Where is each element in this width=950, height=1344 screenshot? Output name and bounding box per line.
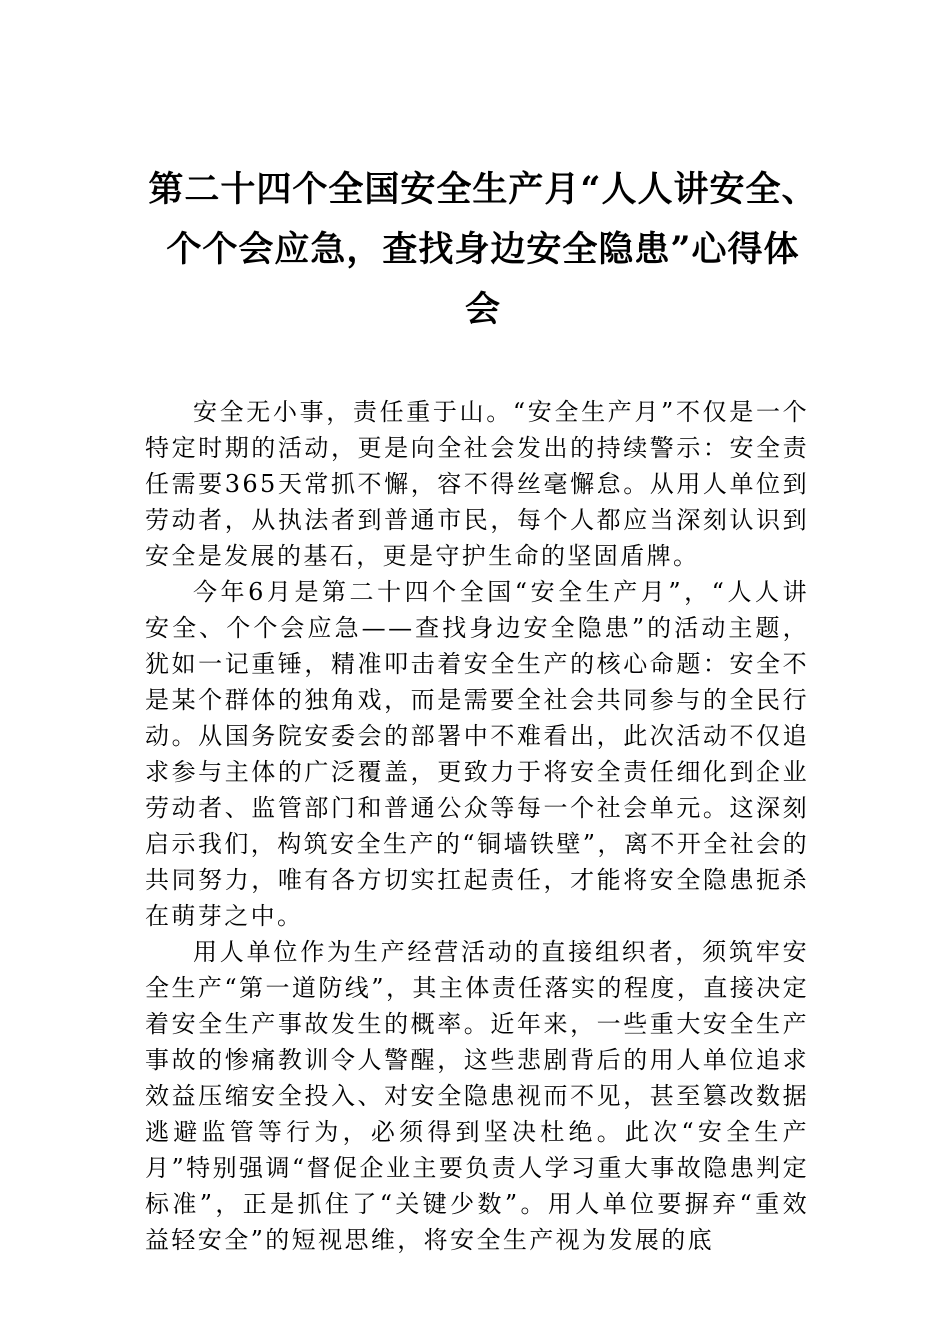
paragraph-2: 今年6月是第二十四个全国“安全生产月”，“人人讲安全、个个会应急——查找身边安全隐患”的活动主题，犹如一记重锤，精准叩击着安全生产的核心命题：安全不是某个群体的独角戏，而是需要全社会共同参与的全民行动。从国务院安委会的部署中不难看出，此次活动不仅追求参与主体的广泛覆盖，更致力于将安全责任细化到企业劳动者、监管部门和普通公众等每一个社会单元。这深刻启示我们，构筑安全生产的“铜墙铁壁”，离不开全社会的共同努力，唯有各方切实扛起责任，才能将安全隐患扼杀在萌芽之中。 — [145, 578, 809, 930]
paragraph-3: 用人单位作为生产经营活动的直接组织者，须筑牢安全生产“第一道防线”，其主体责任落实的程度，直接决定着安全生产事故发生的概率。近年来，一些重大安全生产事故的惨痛教训令人警醒，这些悲剧背后的用人单位追求效益压缩安全投入、对安全隐患视而不见，甚至篡改数据逃避监管等行为，必须得到坚决杜绝。此次“安全生产月”特别强调“督促企业主要负责人学习重大事故隐患判定标准”，正是抓住了“关键少数”。用人单位要摒弃“重效益轻安全”的短视思维，将安全生产视为发展的底 — [145, 938, 809, 1254]
title-line-2: 个个会应急，查找身边安全隐患”心得体 — [166, 229, 800, 270]
paragraph-1: 安全无小事，责任重于山。“安全生产月”不仅是一个特定时期的活动，更是向全社会发出的持续警示：安全责任需要365天常抓不懈，容不得丝毫懈怠。从用人单位到劳动者，从执法者到普通市民，每个人都应当深刻认识到安全是发展的基石，更是守护生命的坚固盾牌。 — [145, 398, 809, 570]
title-line-3: 会 — [464, 289, 501, 330]
title-line-1: 第二十四个全国安全生产月“人人讲安全、 — [148, 169, 818, 210]
document-title — [148, 160, 818, 340]
document-body — [145, 394, 809, 1258]
